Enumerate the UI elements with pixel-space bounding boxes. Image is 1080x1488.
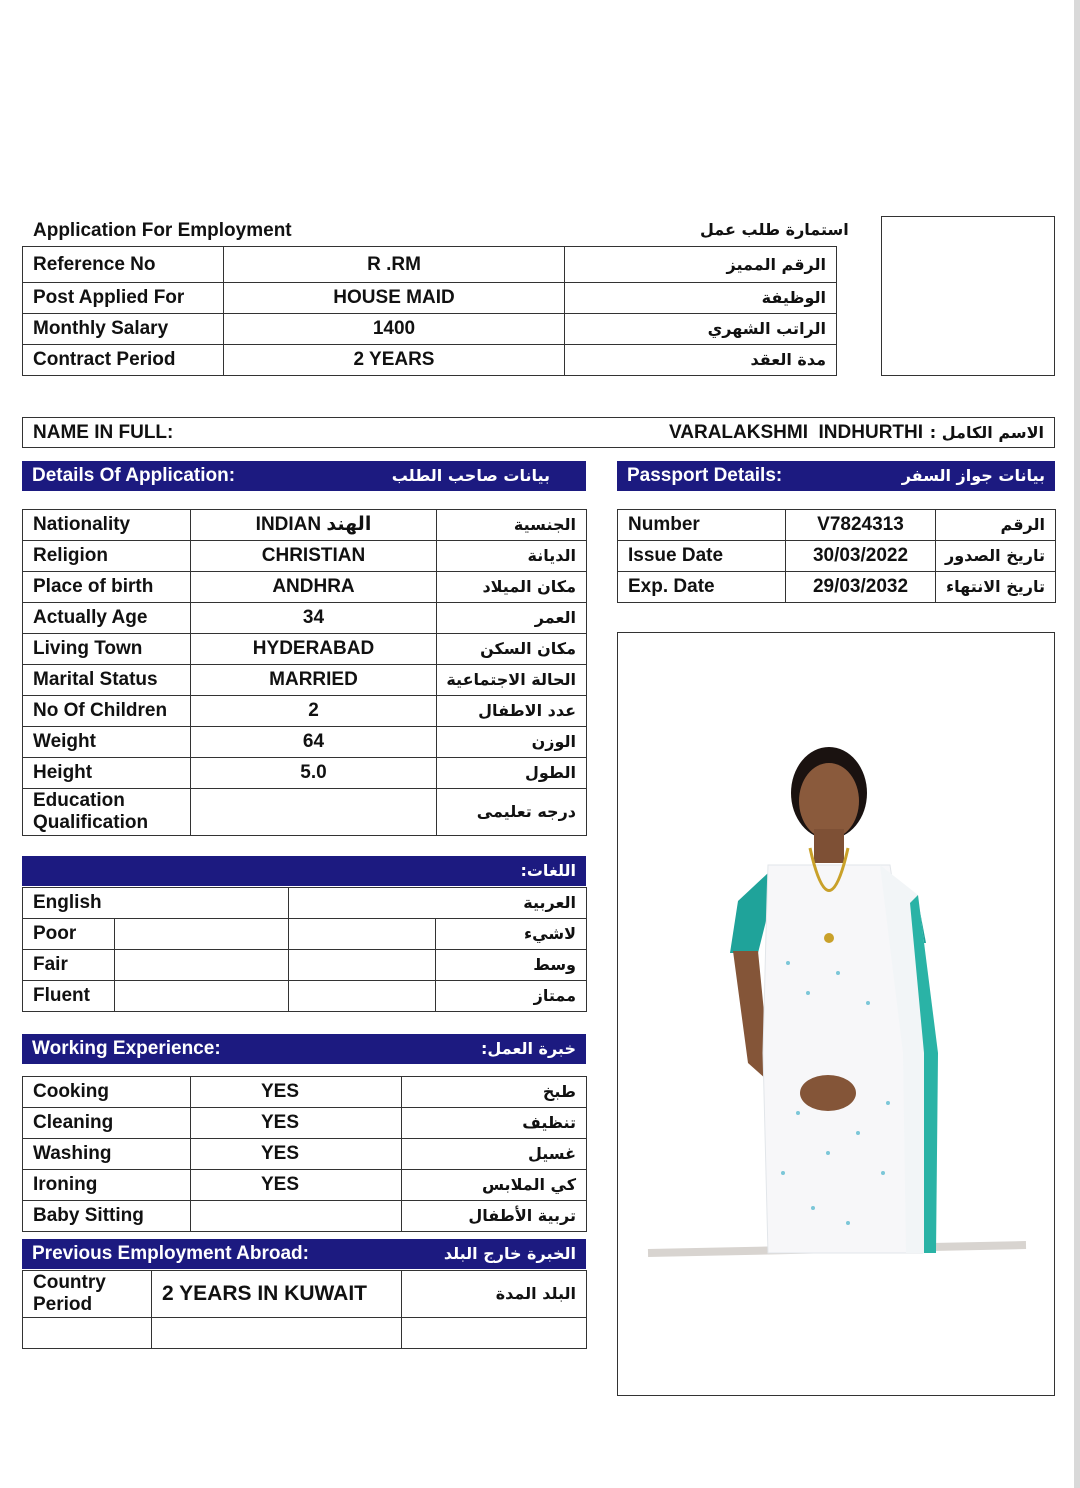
table-row — [23, 981, 587, 1012]
post-label: Post Applied For — [23, 283, 224, 314]
working-experience-title: Working Experience: — [32, 1038, 221, 1059]
height-label-ar: الطول — [437, 758, 587, 789]
ironing-label: Ironing — [23, 1170, 191, 1201]
birthplace-label-ar: مكان الميلاد — [437, 572, 587, 603]
passport-details-title-ar: بيانات جواز السفر — [901, 466, 1045, 485]
application-details-title: Details Of Application: — [32, 465, 236, 486]
table-row — [23, 510, 587, 541]
table-row — [23, 888, 587, 919]
table-row — [618, 572, 1056, 603]
nationality-value: INDIAN الهند — [191, 510, 437, 541]
contract-value: 2 YEARS — [224, 345, 565, 376]
previous-employment-title-ar: الخبرة خارج البلد — [443, 1244, 576, 1263]
working-experience-header — [22, 1034, 586, 1064]
country-period-value: 2 YEARS IN KUWAIT — [152, 1271, 402, 1318]
table-row — [23, 727, 587, 758]
languages-title-ar: اللغات: — [520, 861, 576, 880]
table-row — [618, 541, 1056, 572]
reference-label-ar: الرقم المميز — [565, 247, 837, 283]
photo-placeholder-box — [881, 216, 1055, 376]
weight-value: 64 — [191, 727, 437, 758]
applicant-photo-frame — [617, 632, 1055, 1396]
age-label-ar: العمر — [437, 603, 587, 634]
country-period-label-ar: البلد المدة — [402, 1271, 587, 1318]
living-town-label-ar: مكان السكن — [437, 634, 587, 665]
passport-number-value: V7824313 — [786, 510, 936, 541]
salary-value: 1400 — [224, 314, 565, 345]
table-row — [23, 1077, 587, 1108]
expiry-date-value: 29/03/2032 — [786, 572, 936, 603]
application-details-header — [22, 461, 586, 491]
table-row — [23, 1108, 587, 1139]
age-label: Actually Age — [23, 603, 191, 634]
full-name-label-ar: : الاسم الكامل — [929, 423, 1044, 442]
baby-sitting-label: Baby Sitting — [23, 1201, 191, 1232]
weight-label: Weight — [23, 727, 191, 758]
table-row — [23, 603, 587, 634]
passport-details-table — [617, 509, 1056, 603]
children-value: 2 — [191, 696, 437, 727]
issue-date-value: 30/03/2022 — [786, 541, 936, 572]
nationality-label: Nationality — [23, 510, 191, 541]
marital-status-label-ar: الحالة الاجتماعية — [437, 665, 587, 696]
poor-label: Poor — [23, 919, 115, 950]
table-row — [23, 1201, 587, 1232]
children-label: No Of Children — [23, 696, 191, 727]
application-details-table — [22, 509, 587, 836]
reference-value: R .RM — [224, 247, 565, 283]
table-row — [23, 1139, 587, 1170]
table-row — [23, 314, 837, 345]
washing-label-ar: غسيل — [402, 1139, 587, 1170]
passport-details-header — [617, 461, 1055, 491]
birthplace-label: Place of birth — [23, 572, 191, 603]
education-label-line2: Qualification — [33, 812, 149, 833]
period-label: Period — [33, 1294, 93, 1315]
religion-label-ar: الديانة — [437, 541, 587, 572]
education-label-line1: Education — [33, 790, 125, 811]
post-label-ar: الوظيفة — [565, 283, 837, 314]
table-row — [23, 247, 837, 283]
languages-table — [22, 887, 587, 1012]
washing-value: YES — [191, 1139, 402, 1170]
full-name-row — [22, 417, 1055, 448]
languages-header — [22, 856, 586, 886]
english-label: English — [23, 888, 289, 919]
fluent-label: Fluent — [23, 981, 115, 1012]
country-period-label — [23, 1271, 152, 1318]
application-details-title-ar: بيانات صاحب الطلب — [391, 466, 550, 485]
cleaning-label: Cleaning — [23, 1108, 191, 1139]
cooking-label-ar: طبخ — [402, 1077, 587, 1108]
table-row — [23, 1170, 587, 1201]
living-town-value: HYDERABAD — [191, 634, 437, 665]
table-row — [23, 345, 837, 376]
table-row — [23, 696, 587, 727]
washing-label: Washing — [23, 1139, 191, 1170]
working-experience-table — [22, 1076, 587, 1232]
previous-employment-table — [22, 1270, 587, 1349]
cleaning-label-ar: تنظيف — [402, 1108, 587, 1139]
table-row — [23, 1318, 587, 1349]
reference-label: Reference No — [23, 247, 224, 283]
age-value: 34 — [191, 603, 437, 634]
marital-status-label: Marital Status — [23, 665, 191, 696]
fair-label-ar: وسط — [436, 950, 587, 981]
contract-label-ar: مدة العقد — [565, 345, 837, 376]
living-town-label: Living Town — [23, 634, 191, 665]
fair-label: Fair — [23, 950, 115, 981]
table-row — [23, 950, 587, 981]
contract-label: Contract Period — [23, 345, 224, 376]
education-label-ar: درجه تعليمى — [437, 789, 587, 836]
education-value — [191, 789, 437, 836]
ironing-value: YES — [191, 1170, 402, 1201]
fluent-label-ar: ممتاز — [436, 981, 587, 1012]
issue-date-label: Issue Date — [618, 541, 786, 572]
table-row — [23, 665, 587, 696]
previous-employment-header — [22, 1239, 586, 1269]
cooking-value: YES — [191, 1077, 402, 1108]
expiry-date-label-ar: تاريخ الانتهاء — [936, 572, 1056, 603]
table-row — [23, 1271, 587, 1318]
form-title: Application For Employment — [33, 220, 292, 241]
table-row — [618, 510, 1056, 541]
height-label: Height — [23, 758, 191, 789]
birthplace-value: ANDHRA — [191, 572, 437, 603]
application-summary-table — [22, 246, 837, 376]
full-name-value: VARALAKSHMI INDHURTHI — [669, 422, 924, 443]
poor-label-ar: لاشيء — [436, 919, 587, 950]
table-row — [23, 758, 587, 789]
page-edge — [1074, 0, 1080, 1488]
nationality-label-ar: الجنسية — [437, 510, 587, 541]
post-value: HOUSE MAID — [224, 283, 565, 314]
religion-value: CHRISTIAN — [191, 541, 437, 572]
applicant-photo — [618, 633, 1054, 1395]
table-row — [23, 634, 587, 665]
table-row — [23, 789, 587, 836]
table-row — [23, 572, 587, 603]
table-row — [23, 283, 837, 314]
religion-label: Religion — [23, 541, 191, 572]
baby-sitting-value — [191, 1201, 402, 1232]
arabic-label: العربية — [289, 888, 587, 919]
cleaning-value: YES — [191, 1108, 402, 1139]
salary-label: Monthly Salary — [23, 314, 224, 345]
baby-sitting-label-ar: تربية الأطفال — [402, 1201, 587, 1232]
table-row — [23, 541, 587, 572]
previous-employment-title: Previous Employment Abroad: — [32, 1243, 309, 1264]
full-name-label: NAME IN FULL: — [33, 422, 174, 443]
education-label — [23, 789, 191, 836]
ironing-label-ar: كي الملابس — [402, 1170, 587, 1201]
weight-label-ar: الوزن — [437, 727, 587, 758]
marital-status-value: MARRIED — [191, 665, 437, 696]
cooking-label: Cooking — [23, 1077, 191, 1108]
salary-label-ar: الراتب الشهري — [565, 314, 837, 345]
country-label: Country — [33, 1272, 106, 1293]
table-row — [23, 919, 587, 950]
height-value: 5.0 — [191, 758, 437, 789]
children-label-ar: عدد الاطفال — [437, 696, 587, 727]
form-title-arabic: استمارة طلب عمل — [700, 220, 849, 239]
passport-number-label: Number — [618, 510, 786, 541]
working-experience-title-ar: خبرة العمل: — [481, 1039, 576, 1058]
expiry-date-label: Exp. Date — [618, 572, 786, 603]
passport-details-title: Passport Details: — [627, 465, 783, 486]
passport-number-label-ar: الرقم — [936, 510, 1056, 541]
issue-date-label-ar: تاريخ الصدور — [936, 541, 1056, 572]
